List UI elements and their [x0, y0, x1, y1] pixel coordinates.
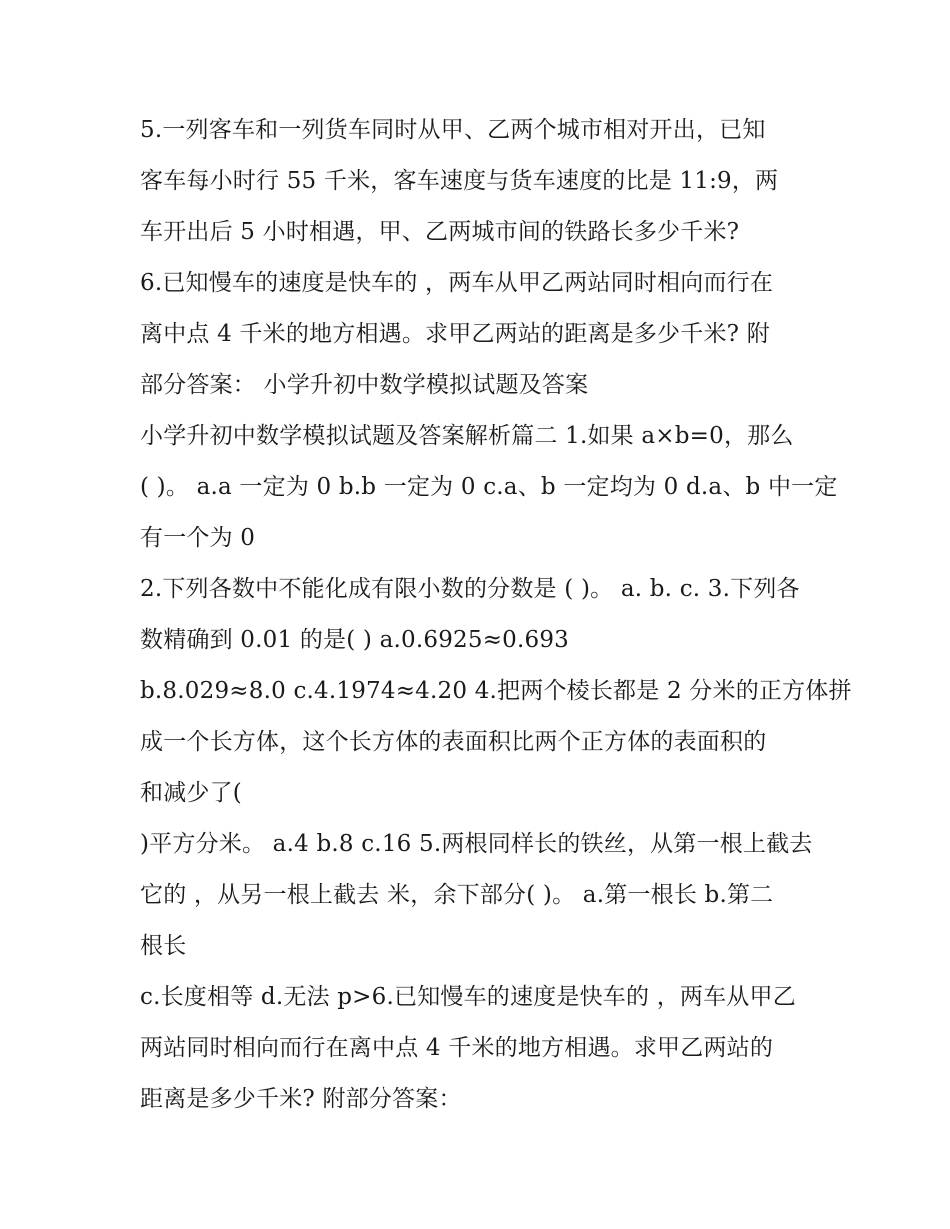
text-line: 和减少了( — [140, 780, 242, 806]
text-line: ( )。 a.a 一定为 0 b.b 一定为 0 c.a、b 一定均为 0 d.a、b 中一定 — [140, 474, 838, 500]
text-line: 客车每小时行 55 千米，客车速度与货车速度的比是 11:9，两 — [140, 168, 779, 194]
text-line: 成一个长方体，这个长方体的表面积比两个正方体的表面积的 — [140, 729, 767, 755]
text-line: 两站同时相向而行在离中点 4 千米的地方相遇。求甲乙两站的 — [140, 1035, 774, 1061]
text-line: 6.已知慢车的速度是快车的 ，两车从甲乙两站同时相向而行在 — [140, 270, 774, 296]
text-line: 距离是多少千米? 附部分答案： — [140, 1086, 462, 1112]
document-text-body — [140, 105, 852, 1125]
text-line: 部分答案： 小学升初中数学模拟试题及答案 — [140, 372, 589, 398]
text-line: b.8.029≈8.0 c.4.1974≈4.20 4.把两个棱长都是 2 分米的正方体拼 — [140, 678, 852, 704]
text-line: 有一个为 0 — [140, 525, 256, 551]
text-line: 离中点 4 千米的地方相遇。求甲乙两站的距离是多少千米? 附 — [140, 321, 770, 347]
text-line: 5.一列客车和一列货车同时从甲、乙两个城市相对开出，已知 — [140, 117, 766, 143]
text-line: 数精确到 0.01 的是( ) a.0.6925≈0.693 — [140, 627, 570, 653]
text-line: )平方分米。 a.4 b.8 c.16 5.两根同样长的铁丝，从第一根上截去 — [140, 831, 813, 857]
text-line: c.长度相等 d.无法 p>6.已知慢车的速度是快车的 ，两车从甲乙 — [140, 984, 796, 1010]
text-line: 小学升初中数学模拟试题及答案解析篇二 1.如果 a×b=0，那么 — [140, 423, 794, 449]
text-line: 根长 — [140, 933, 187, 959]
text-line: 车开出后 5 小时相遇，甲、乙两城市间的铁路长多少千米? — [140, 219, 740, 245]
text-line: 2.下列各数中不能化成有限小数的分数是 ( )。 a. b. c. 3.下列各 — [140, 576, 800, 602]
text-line: 它的 ，从另一根上截去 米，余下部分( )。 a.第一根长 b.第二 — [140, 882, 774, 908]
